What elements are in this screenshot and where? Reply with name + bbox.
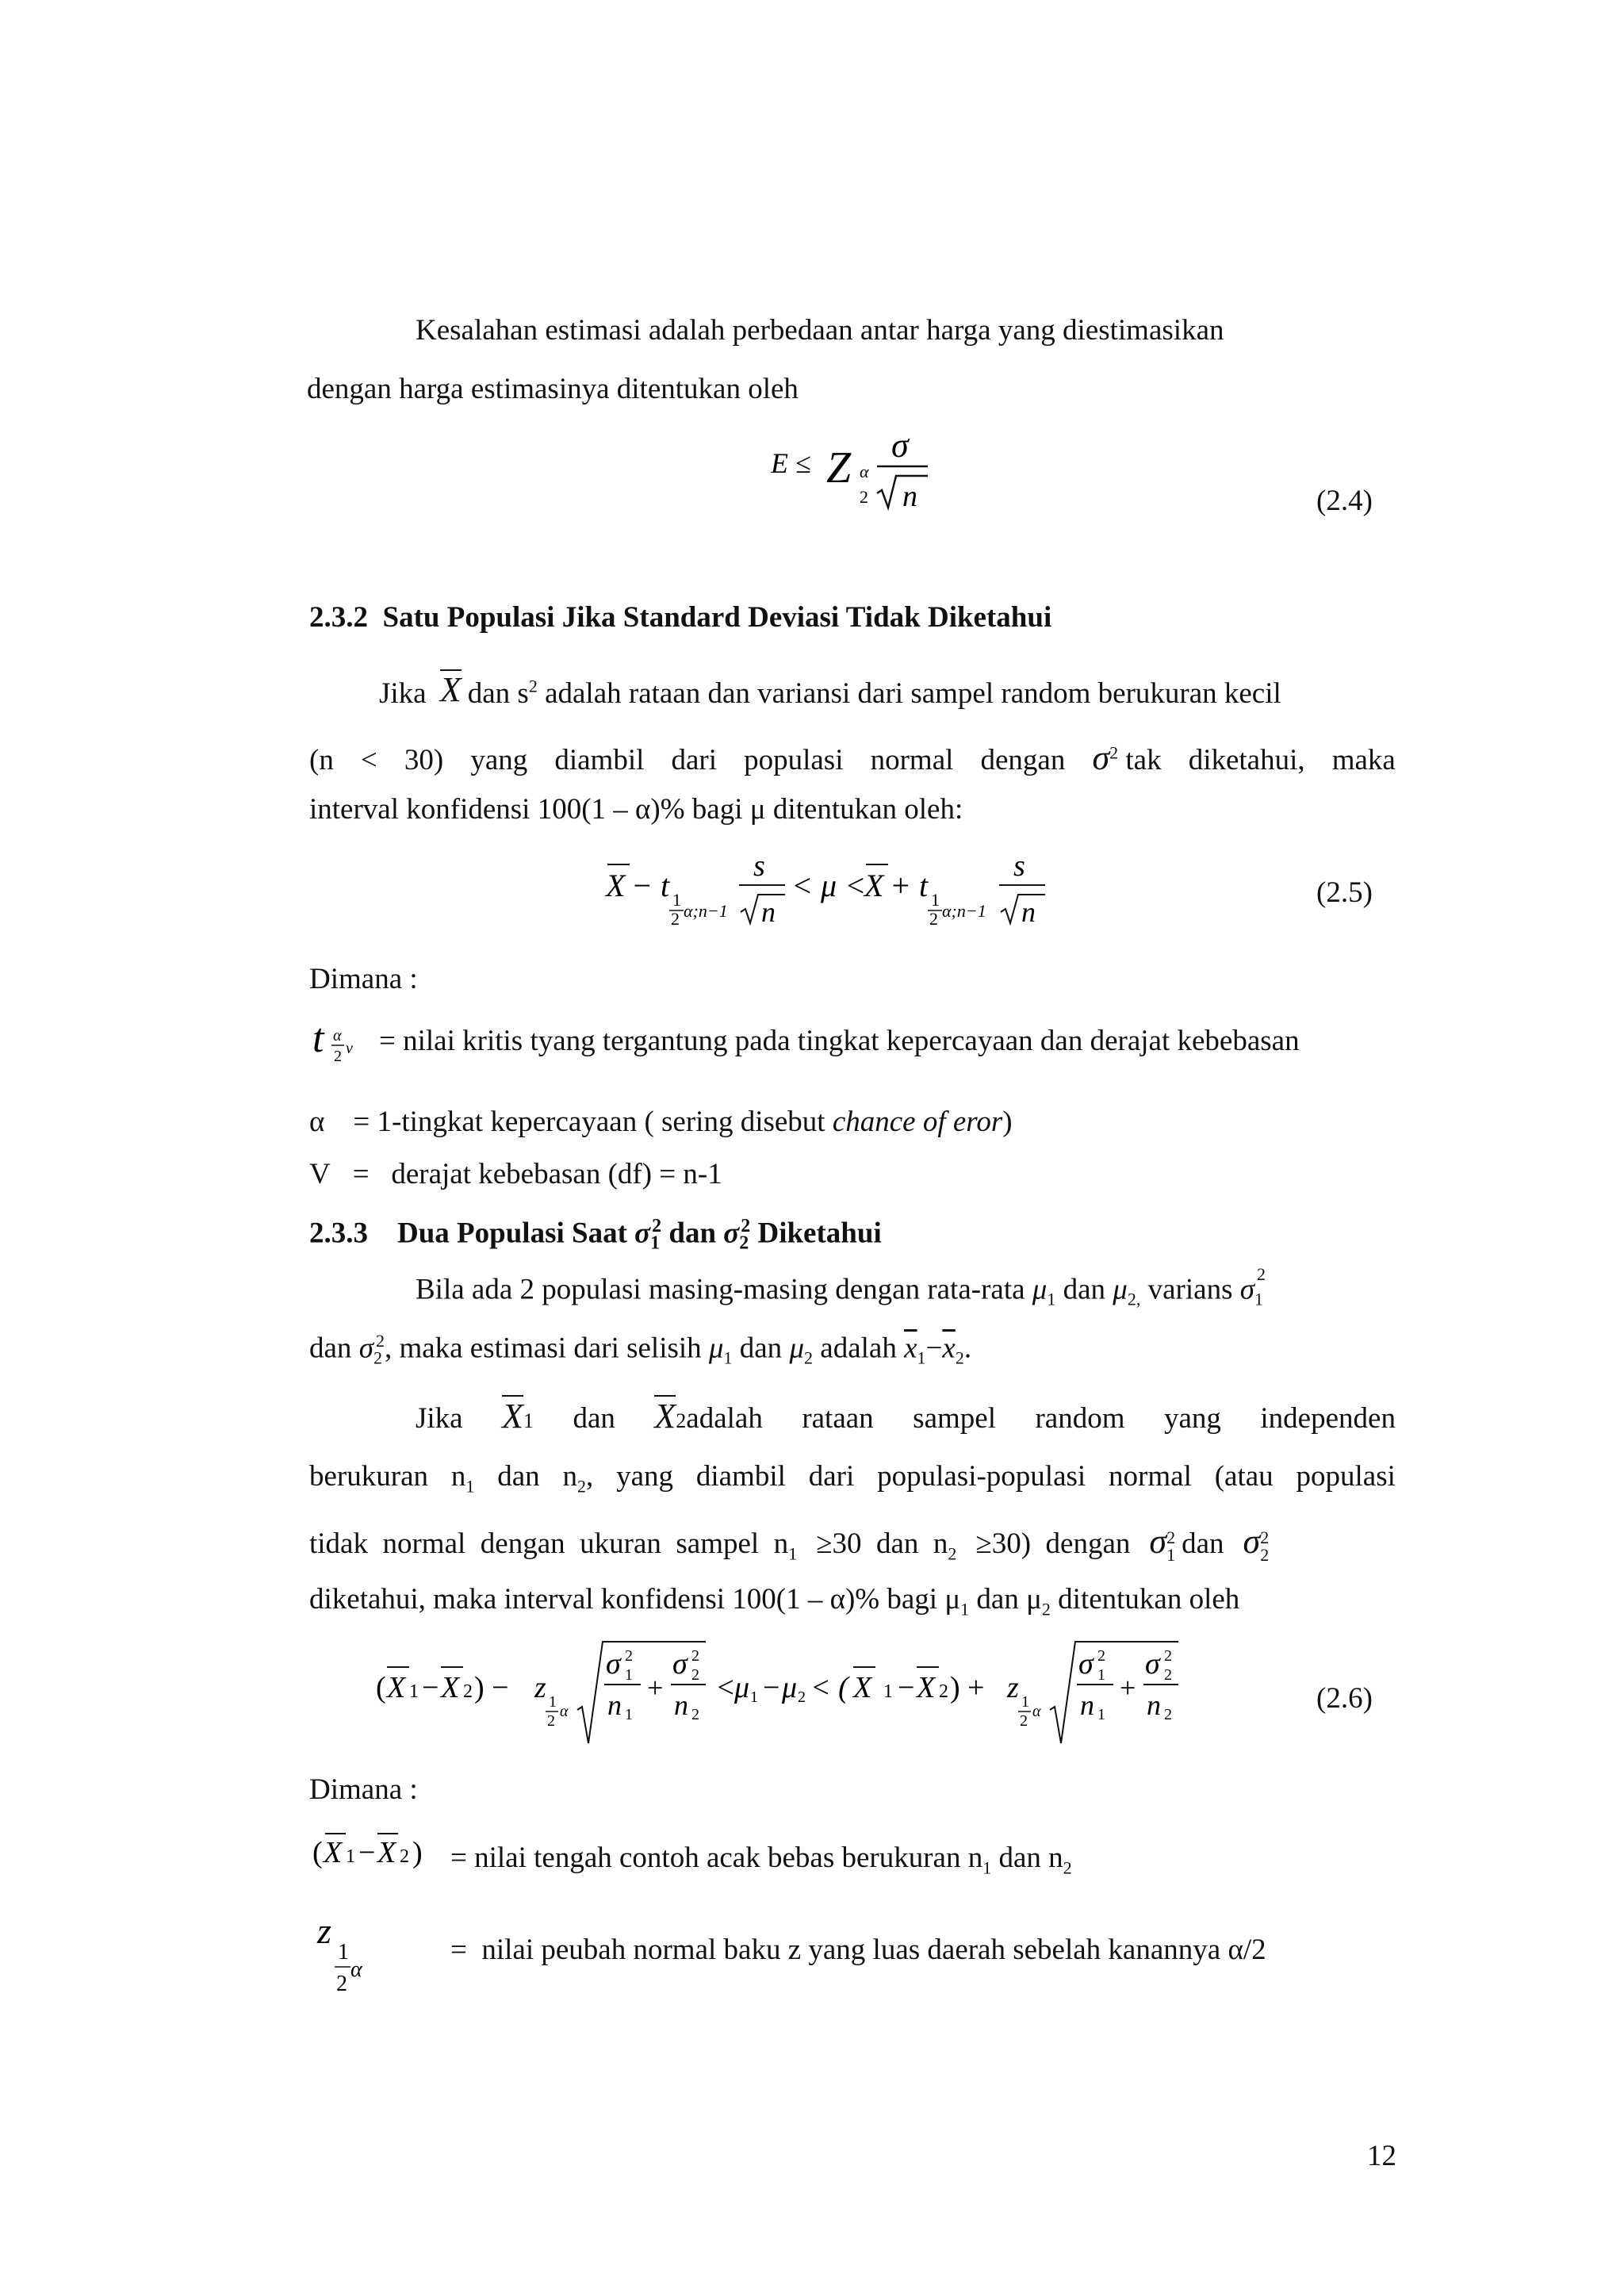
svg-text:2: 2 xyxy=(1097,1647,1105,1665)
sec233-heading: 2.3.3 Dua Populasi Saat $\sigma_1^2$ dan $\sigma_2^2$ Diketahui xyxy=(309,1216,882,1254)
equation-2-5 xyxy=(595,841,1063,936)
svg-text:X: X xyxy=(864,868,884,903)
svg-text:n: n xyxy=(1147,1689,1161,1721)
svg-text:1: 1 xyxy=(1021,1693,1029,1711)
svg-text:−: − xyxy=(898,1671,915,1704)
svg-text:X: X xyxy=(377,1836,396,1869)
svg-text:2: 2 xyxy=(625,1647,633,1665)
svg-text:α;n−1: α;n−1 xyxy=(684,901,728,921)
svg-text:n: n xyxy=(1080,1689,1094,1721)
svg-text:(: ( xyxy=(312,1836,323,1869)
svg-text:−: − xyxy=(422,1671,439,1704)
svg-text:X: X xyxy=(324,1836,343,1869)
svg-text:1: 1 xyxy=(625,1706,633,1723)
svg-text:α: α xyxy=(350,1957,362,1982)
svg-text:s: s xyxy=(753,849,765,883)
svg-text:μ: μ xyxy=(782,1671,798,1704)
svg-text:2: 2 xyxy=(929,909,938,929)
svg-text:z: z xyxy=(534,1671,546,1704)
eq26-paren: ( xyxy=(376,1671,386,1704)
sec233-line-c: tidak normal dengan ukuran sampel $n_1 \ge 30$ dan $n_2 \ge 30$) dengan σ 2 1 dan σ 2 2 xyxy=(309,1522,1270,1565)
svg-text:z: z xyxy=(317,1911,331,1951)
svg-text:2: 2 xyxy=(334,1048,342,1065)
t-alpha-symbol xyxy=(311,1007,374,1071)
svg-text:X: X xyxy=(606,868,626,903)
svg-text:σ: σ xyxy=(672,1647,688,1681)
svg-text:2: 2 xyxy=(463,1681,473,1702)
svg-text:X: X xyxy=(387,1671,406,1704)
svg-text:+ t: + t xyxy=(890,868,929,903)
svg-text:2: 2 xyxy=(691,1647,699,1665)
sec232-line2: (n < 30) yang diambil dari populasi normal dengan $\sigma^2$ tak diketahui, maka xyxy=(309,738,1396,777)
svg-text:−: − xyxy=(358,1836,376,1869)
dimana2-title: Dimana : xyxy=(309,1773,418,1806)
svg-text:σ: σ xyxy=(1145,1647,1160,1681)
eq26-number: (2.6) xyxy=(1316,1682,1373,1715)
svg-text:σ: σ xyxy=(606,1647,621,1681)
sec233-p1: Bila ada 2 populasi masing-masing dengan rata-rata $\mu_1$ dan $\mu_{2,}$ varians $\sigma_1^2$ xyxy=(416,1264,1266,1309)
sec233-line-b: berukuran $n_1$ dan $n_2$, yang diambil dari populasi-populasi normal (atau populasi xyxy=(309,1460,1396,1497)
svg-text:+: + xyxy=(1120,1672,1136,1704)
svg-text:2: 2 xyxy=(1164,1647,1172,1665)
svg-text:n: n xyxy=(607,1689,622,1721)
svg-text:n: n xyxy=(1021,896,1036,928)
svg-text:1: 1 xyxy=(549,1693,557,1711)
xdiff-symbol xyxy=(309,1823,460,1878)
svg-text:n: n xyxy=(674,1689,688,1721)
svg-text:μ: μ xyxy=(734,1671,750,1704)
para1-line1: Kesalahan estimasi adalah perbedaan antar harga yang diestimasikan xyxy=(416,314,1224,347)
eq24-sub-alpha: α xyxy=(860,462,869,481)
svg-text:X: X xyxy=(441,1671,460,1704)
svg-text:1: 1 xyxy=(338,1940,349,1964)
svg-text:< (: < ( xyxy=(810,1671,848,1704)
svg-text:) −: ) − xyxy=(474,1671,509,1704)
eq24-lhs: E ≤ xyxy=(771,447,811,479)
svg-text:) +: ) + xyxy=(950,1671,985,1704)
dimana1-title: Dimana : xyxy=(309,963,418,995)
svg-text:2: 2 xyxy=(1164,1666,1172,1684)
sec232-line1: Jika X dan $s^2$ adalah rataan dan variansi dari sampel random berukuran kecil xyxy=(379,670,1281,710)
svg-text:2: 2 xyxy=(691,1706,699,1723)
svg-text:−: − xyxy=(763,1671,780,1704)
svg-text:z: z xyxy=(1007,1671,1019,1704)
svg-text:α;n−1: α;n−1 xyxy=(942,901,986,921)
xdiff-definition: = nilai tengah contoh acak bebas berukuran $n_1$ dan $n_2$ xyxy=(450,1842,1072,1878)
sec233-p2: dan $\sigma_2^2$, maka estimasi dari selisih $\mu_1$ dan $\mu_2$ adalah $\overline{x}_1-\overline{x}_2$. xyxy=(309,1331,972,1368)
svg-text:2: 2 xyxy=(400,1846,409,1867)
alpha-line: α = 1-tingkat kepercayaan ( sering disebut chance of eror) xyxy=(309,1106,1013,1138)
svg-text:σ: σ xyxy=(1078,1647,1094,1681)
svg-text:1: 1 xyxy=(931,890,940,910)
svg-text:X: X xyxy=(853,1671,872,1704)
para1-line2: dengan harga estimasinya ditentukan oleh xyxy=(307,373,799,405)
svg-text:1: 1 xyxy=(409,1681,419,1702)
eq24-sigma: σ xyxy=(891,428,909,465)
svg-text:α: α xyxy=(1032,1703,1041,1720)
t-definition: = nilai kritis tyang tergantung pada tingkat kepercayaan dan derajat kebebasan xyxy=(379,1025,1300,1057)
sec232-line3: interval konfidensi 100(1 – α)% bagi μ ditentukan oleh: xyxy=(309,793,963,826)
equation-2-4 xyxy=(761,428,936,523)
svg-text:2: 2 xyxy=(691,1666,699,1684)
svg-text:1: 1 xyxy=(750,1688,758,1706)
sec232-heading: 2.3.2 Satu Populasi Jika Standard Deviasi Tidak Diketahui xyxy=(309,601,1052,634)
svg-text:v: v xyxy=(346,1040,353,1057)
svg-text:1: 1 xyxy=(883,1681,893,1702)
svg-text:1: 1 xyxy=(1097,1666,1105,1684)
svg-text:<: < xyxy=(715,1671,736,1704)
eq24-sub-2: 2 xyxy=(860,487,868,507)
svg-text:2: 2 xyxy=(547,1712,555,1730)
svg-text:1: 1 xyxy=(346,1846,355,1867)
eq25-number: (2.5) xyxy=(1316,876,1373,909)
svg-text:1: 1 xyxy=(672,890,681,910)
svg-text:): ) xyxy=(412,1836,423,1869)
equation-2-6 xyxy=(373,1634,1245,1753)
svg-text:+: + xyxy=(647,1672,664,1704)
z-symbol xyxy=(314,1903,385,1999)
sec233-line-d: diketahui, maka interval konfidensi 100(1 – α)% bagi $\mu_1$ dan $\mu_2$ ditentukan oleh xyxy=(309,1583,1240,1619)
svg-text:− t: − t xyxy=(631,868,670,903)
svg-text:n: n xyxy=(761,896,776,928)
eq24-n: n xyxy=(902,480,917,513)
sec232-xbar: X xyxy=(439,670,462,709)
svg-text:2: 2 xyxy=(1164,1706,1172,1723)
eq24-number: (2.4) xyxy=(1316,485,1373,517)
svg-text:X: X xyxy=(917,1671,936,1704)
sec232-jika: Jika xyxy=(379,677,427,710)
svg-text:α: α xyxy=(333,1027,342,1045)
svg-text:α: α xyxy=(560,1703,569,1720)
svg-text:1: 1 xyxy=(625,1666,633,1684)
svg-text:2: 2 xyxy=(939,1681,948,1702)
svg-text:1: 1 xyxy=(1097,1706,1105,1723)
svg-text:2: 2 xyxy=(336,1972,347,1996)
svg-text:t: t xyxy=(312,1016,324,1061)
v-line: V = derajat kebebasan (df) = n-1 xyxy=(309,1158,722,1190)
eq24-z: Z xyxy=(826,443,852,493)
svg-text:s: s xyxy=(1013,849,1025,883)
svg-text:< μ <: < μ < xyxy=(791,868,867,903)
page-number: 12 xyxy=(1367,2140,1396,2172)
z-definition: = nilai peubah normal baku z yang luas daerah sebelah kanannya α/2 xyxy=(450,1934,1266,1966)
svg-text:2: 2 xyxy=(798,1688,806,1706)
sec233-jika-line: Jika X1 dan X2adalah rataan sampel random yang independen xyxy=(416,1397,1396,1435)
svg-text:2: 2 xyxy=(1020,1712,1028,1730)
svg-text:2: 2 xyxy=(671,909,680,929)
